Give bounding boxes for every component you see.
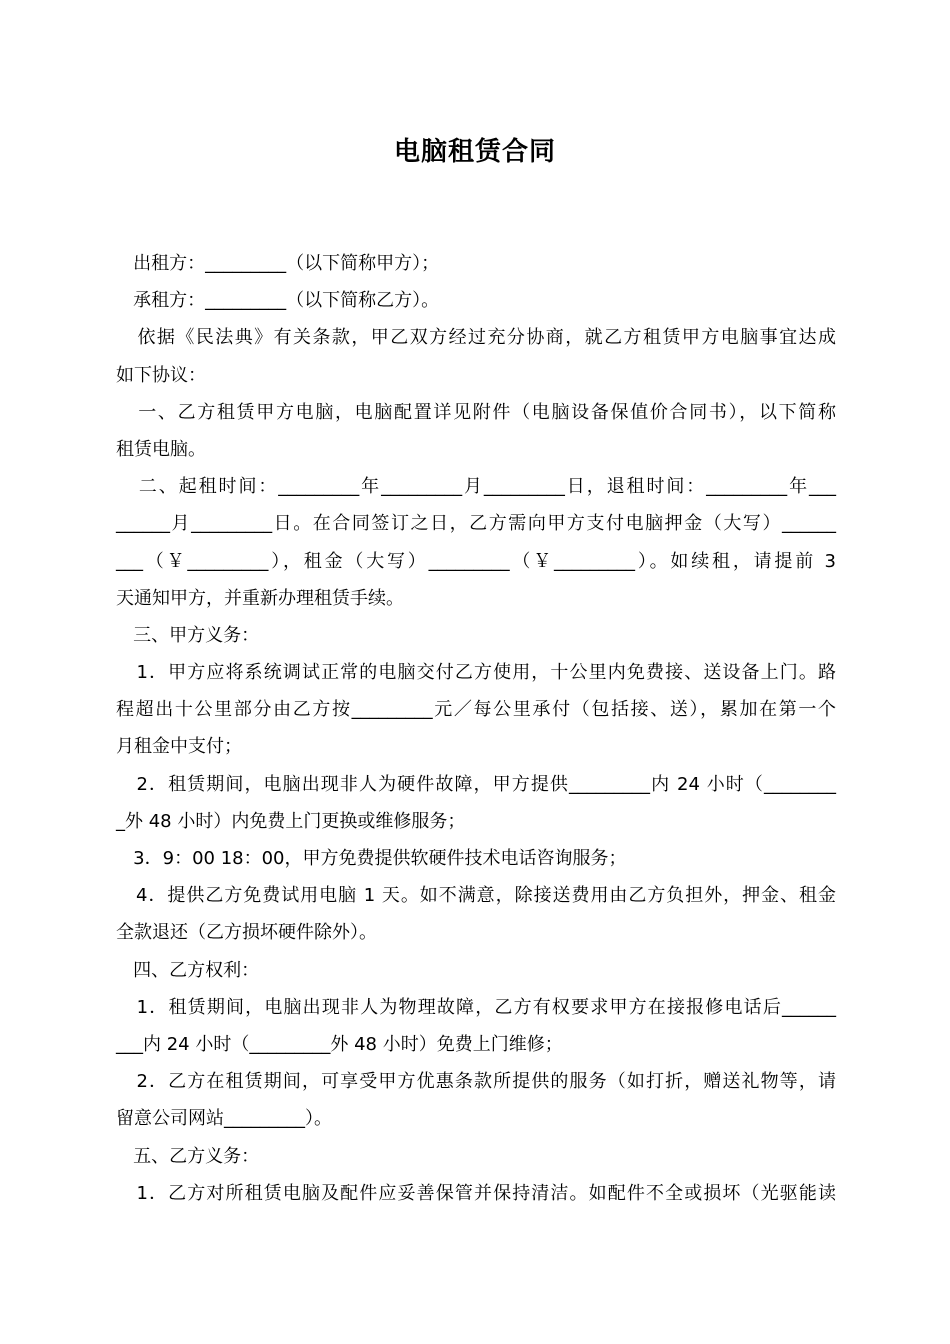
section-3-item-2-line-1: 2．租赁期间，电脑出现非人为硬件故障，甲方提供_________内 24 小时（________ — [116, 773, 836, 795]
clause-2-line-2: ______月_________日。在合同签订之日，乙方需向甲方支付电脑押金（大写）______ — [116, 513, 836, 535]
document-title: 电脑租赁合同 — [393, 137, 556, 167]
section-3-item-1-line-2: 程超出十公里部分由乙方按_________元／每公里承付（包括接、送），累加在第一个 — [116, 699, 836, 721]
clause-2-line-3: ___（￥_________），租金（大写）_________（￥_________）。如续租，请提前 3 — [116, 550, 836, 572]
section-3-item-4-line-1: 4．提供乙方免费试用电脑 1 天。如不满意，除接送费用由乙方负担外，押金、租金 — [116, 885, 836, 907]
party-a-line: 出租方：_________（以下简称甲方）； — [116, 253, 440, 274]
section-4-item-2-line-2: 留意公司网站_________）。 — [116, 1108, 332, 1130]
section-3-heading: 三、甲方义务： — [116, 624, 260, 646]
section-3-item-3: 3．9：00 18：00，甲方免费提供软硬件技术电话咨询服务； — [116, 848, 627, 869]
document-body — [116, 245, 836, 1212]
section-5-heading: 五、乙方义务： — [116, 1145, 260, 1167]
section-5-item-1-line-1: 1．乙方对所租赁电脑及配件应妥善保管并保持清洁。如配件不全或损坏（光驱能读 — [116, 1182, 836, 1204]
section-3-item-1-line-3: 月租金中支付； — [116, 736, 242, 758]
section-3-item-1-line-1: 1．甲方应将系统调试正常的电脑交付乙方使用，十公里内免费接、送设备上门。路 — [116, 662, 836, 684]
section-4-item-1-line-1: 1．租赁期间，电脑出现非人为物理故障，乙方有权要求甲方在接报修电话后______ — [116, 996, 836, 1018]
clause-1-line-2: 租赁电脑。 — [116, 438, 206, 460]
clause-2-line-1: 二、起租时间：_________年_________月_________日，退租时间：_________年___ — [116, 476, 836, 498]
clause-2-line-4: 天通知甲方，并重新办理租赁手续。 — [116, 587, 404, 609]
clause-1-line-1: 一、乙方租赁甲方电脑，电脑配置详见附件（电脑设备保值价合同书），以下简称 — [116, 401, 836, 423]
section-3-item-2-line-2: _外 48 小时）内免费上门更换或维修服务； — [116, 810, 466, 832]
preamble-line-2: 如下协议： — [116, 364, 206, 386]
party-b-line: 承租方：_________（以下简称乙方）。 — [116, 290, 440, 312]
section-4-heading: 四、乙方权利： — [116, 959, 260, 981]
section-4-item-1-line-2: ___内 24 小时（_________外 48 小时）免费上门维修； — [116, 1033, 563, 1055]
section-3-item-4-line-2: 全款退还（乙方损坏硬件除外）。 — [116, 922, 377, 944]
preamble-line-1: 依据《民法典》有关条款，甲乙双方经过充分协商，就乙方租赁甲方电脑事宜达成 — [116, 327, 836, 349]
section-4-item-2-line-1: 2．乙方在租赁期间，可享受甲方优惠条款所提供的服务（如打折，赠送礼物等，请 — [116, 1071, 836, 1093]
